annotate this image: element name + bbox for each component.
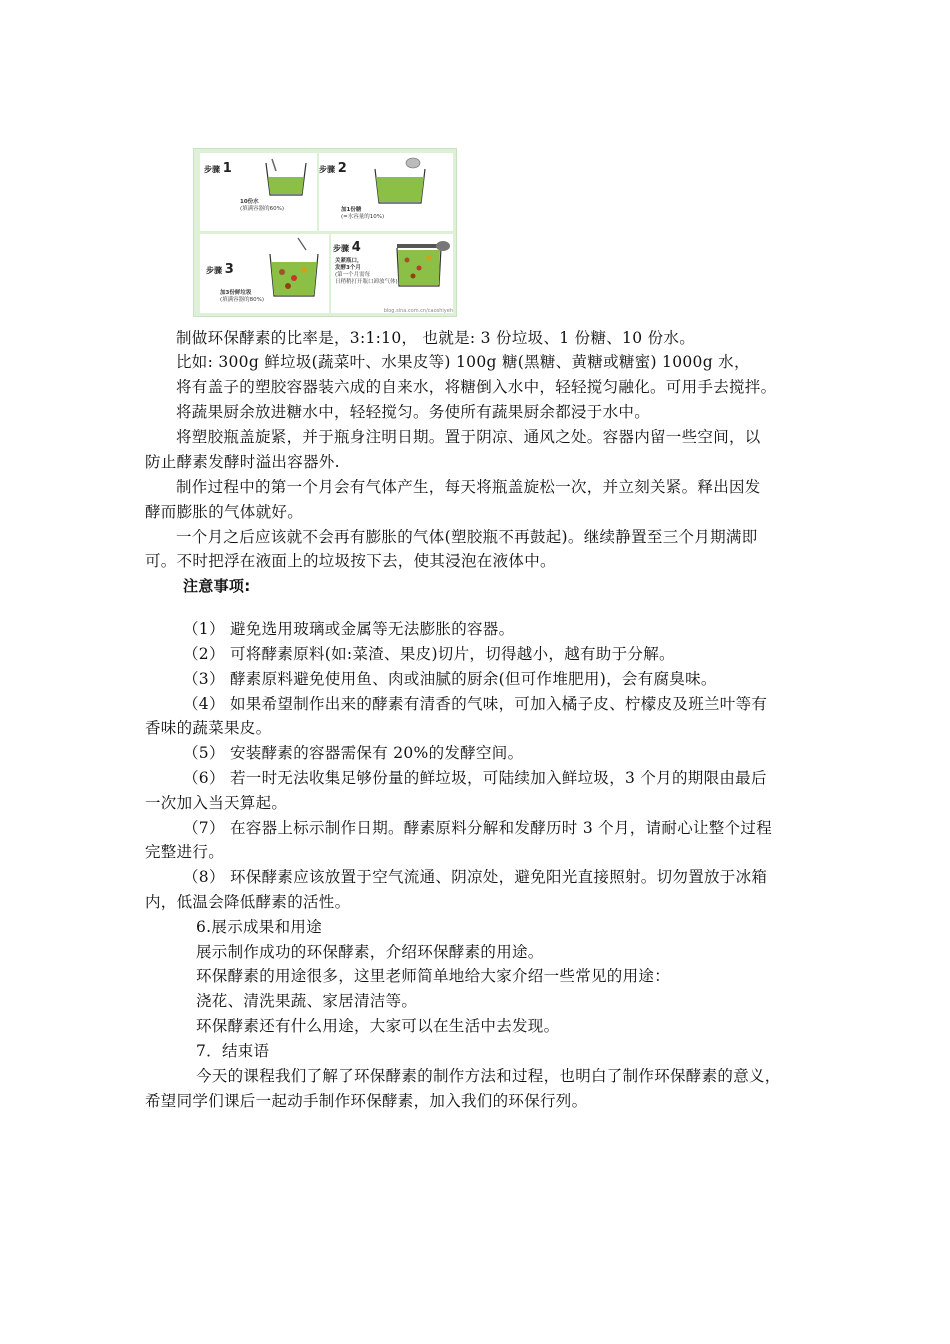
section-6-line: 环保酵素还有什么用途，大家可以在生活中去发现。 — [196, 1017, 560, 1035]
step-3-note: 加3份鲜垃圾 (填满容器的80%) — [220, 290, 265, 303]
step-2-label: 步骤 2 — [319, 161, 347, 176]
note-item: （4） 如果希望制作出来的酵素有清香的气味，可加入橘子皮、柠檬皮及班兰叶等有 — [183, 695, 768, 713]
note-item: （8） 环保酵素应该放置于空气流通、阴凉处，避免阳光直接照射。切勿置放于冰箱 — [183, 868, 768, 886]
paragraph-line: 可。不时把浮在液面上的垃圾按下去，使其浸泡在液体中。 — [145, 552, 556, 570]
note-item: （5） 安装酵素的容器需保有 20%的发酵空间。 — [183, 744, 524, 762]
note-item: （1） 避免选用玻璃或金属等无法膨胀的容器。 — [183, 620, 515, 638]
step-1-panel — [200, 153, 317, 231]
step-1-note: 10份水 (填满容器的60%) — [240, 199, 285, 212]
step-4-label: 步骤 4 — [333, 240, 361, 255]
section-7-line: 希望同学们课后一起动手制作环保酵素，加入我们的环保行列。 — [145, 1092, 588, 1110]
note-item: （6） 若一时无法收集足够份量的鲜垃圾，可陆续加入鲜垃圾，3 个月的期限由最后 — [183, 769, 767, 787]
note-item: 完整进行。 — [145, 843, 225, 861]
step-3-panel — [200, 234, 329, 313]
notes-heading: 注意事项: — [183, 577, 251, 595]
paragraph-line: 将塑胶瓶盖旋紧，并于瓶身注明日期。置于阴凉、通风之处。容器内留一些空间，以 — [176, 428, 761, 446]
paragraph-line: 一个月之后应该就不会再有膨胀的气体(塑胶瓶不再鼓起)。继续静置至三个月期满即 — [176, 528, 758, 546]
section-6-line: 浇花、清洗果蔬、家居清洁等。 — [196, 992, 418, 1010]
note-item: 一次加入当天算起。 — [145, 794, 288, 812]
note-item: 香味的蔬菜果皮。 — [145, 719, 272, 737]
container-garbage-icon — [262, 236, 326, 298]
container-water-icon — [258, 155, 313, 199]
step-2-panel — [319, 153, 453, 231]
section-6-line: 展示制作成功的环保酵素，介绍环保酵素的用途。 — [196, 943, 544, 961]
section-7-line: 今天的课程我们了解了环保酵素的制作方法和过程，也明白了制作环保酵素的意义， — [196, 1067, 781, 1085]
fermentation-steps-figure — [193, 148, 457, 317]
sealed-container-icon — [389, 236, 451, 288]
paragraph-line: 制作过程中的第一个月会有气体产生，每天将瓶盖旋松一次，并立刻关紧。释出因发 — [176, 478, 761, 496]
section-6-line: 环保酵素的用途很多，这里老师简单地给大家介绍一些常见的用途： — [196, 967, 671, 985]
paragraph-line: 制做环保酵素的比率是，3:1:10， 也就是: 3 份垃圾、1 份糖、10 份水。 — [176, 329, 695, 347]
step-4-panel — [331, 234, 453, 313]
paragraph-line: 将蔬果厨余放进糖水中，轻轻搅匀。务使所有蔬果厨余都浸于水中。 — [176, 403, 651, 421]
note-item: （7） 在容器上标示制作日期。酵素原料分解和发酵历时 3 个月，请耐心让整个过程 — [183, 819, 773, 837]
paragraph-line: 防止酵素发酵时溢出容器外. — [145, 453, 340, 471]
paragraph-line: 酵而膨胀的气体就好。 — [145, 503, 304, 521]
step-2-note: 加1份糖 (=水容量的10%) — [341, 207, 385, 220]
note-item: （2） 可将酵素原料(如:菜渣、果皮)切片，切得越小，越有助于分解。 — [183, 645, 675, 663]
paragraph-line: 比如: 300g 鲜垃圾(蔬菜叶、水果皮等) 100g 糖(黑糖、黄糖或糖蜜) 1000g 水， — [176, 353, 750, 371]
section-7-title: 7．结束语 — [196, 1042, 270, 1060]
step-3-label: 步骤 3 — [206, 262, 234, 277]
section-6-title: 6.展示成果和用途 — [196, 918, 322, 936]
note-item: （3） 酵素原料避免使用鱼、肉或油腻的厨余(但可作堆肥用)，会有腐臭味。 — [183, 670, 717, 688]
step-1-label: 步骤 1 — [204, 161, 232, 176]
note-item: 内，低温会降低酵素的活性。 — [145, 893, 351, 911]
watermark: blog.sina.com.cn/caoshiyeh — [383, 308, 453, 314]
paragraph-line: 将有盖子的塑胶容器装六成的自来水，将糖倒入水中，轻轻搅匀融化。可用手去搅拌。 — [176, 378, 777, 396]
container-sugar-icon — [363, 155, 433, 205]
step-4-note: 关紧瓶口， 发酵3个月 (第一个月需每 日稍稍打开瓶口卸放气体) — [335, 258, 398, 285]
